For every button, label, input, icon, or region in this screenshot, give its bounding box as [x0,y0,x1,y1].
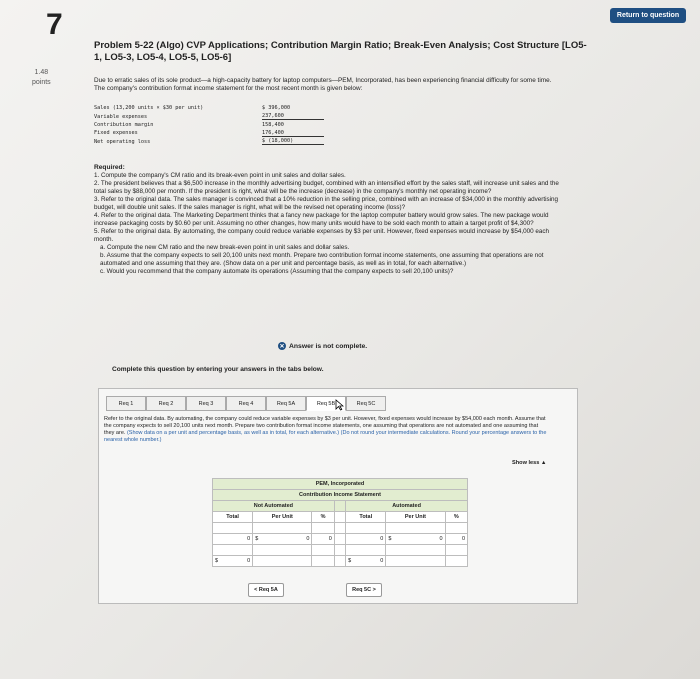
table-spacer [334,512,345,523]
value-cell[interactable] [213,556,253,567]
value-cell[interactable]: 0 [312,534,334,545]
panel-text: Refer to the original data. By automating, the company could reduce variable expenses by $3 per unit. However, fixed expenses would increase by $54,000 each month. Assume that the company expects to sell 20,100 units next month. Prepare two contribution format income statements, one assuming that operations are not automated and one assuming that they are. [104,416,546,436]
input-cell[interactable] [213,523,253,534]
required-item: 2. The president believes that a $6,500 increase in the monthly advertising budget, combined with an intensified effort by the sales staff, will increase unit sales and the total sales by $88,000 per month. If the president is right, what will be the increase (decrease) in the company's monthly net operating income? [94,180,559,195]
required-item: 4. Refer to the original data. The Marketing Department thinks that a fancy new package for the laptop computer battery would grow sales. The new package would increase packaging costs by $0.60 per unit. Assuming no other changes, how many units would have to be sold each month to attain a target profit of $4,300? [94,212,549,227]
input-cell[interactable] [346,523,386,534]
table-spacer [334,523,345,534]
income-value: $ 396,000 [262,105,291,112]
income-value: 237,600 [262,113,324,120]
dollar-sign: $ [388,536,392,542]
answer-status-text: Answer is not complete. [289,342,368,350]
panel-text-emphasis: (Show data on a per unit and percentage basis, as well as in total, for each alternative.) [126,430,340,436]
tab-req-1[interactable]: Req 1 [106,396,146,411]
income-label: Sales (13,200 units × $30 per unit) [94,105,204,112]
tab-req-4[interactable]: Req 4 [226,396,266,411]
input-cell[interactable] [386,545,445,556]
value-cell[interactable]: 0 [213,534,253,545]
input-cell[interactable] [445,556,467,567]
input-cell[interactable] [445,523,467,534]
complete-instruction: Complete this question by entering your answers in the tabs below. [112,366,324,373]
input-cell[interactable] [386,523,445,534]
cell-value: 0 [247,558,251,564]
panel-instructions [104,416,548,444]
income-value: 176,400 [262,130,324,137]
input-cell[interactable] [346,545,386,556]
input-cell[interactable] [312,523,334,534]
tab-req-5a[interactable]: Req 5A [266,396,306,411]
question-number: 7 [46,8,63,41]
income-row [94,138,324,146]
input-cell[interactable] [312,556,334,567]
answer-status-banner [278,342,367,350]
table-spacer [334,556,345,567]
table-spacer [334,534,345,545]
required-heading: Required: [94,164,125,171]
group-automated: Automated [346,501,468,512]
income-row [94,129,324,137]
cell-value: 0 [380,558,384,564]
table-spacer [334,545,345,556]
table-statement-title: Contribution Income Statement [213,490,468,501]
cell-value: 0 [439,536,443,542]
dollar-sign: $ [348,558,352,564]
dollar-sign: $ [215,558,219,564]
cell-value: 0 [306,536,310,542]
income-row [94,112,324,120]
income-value: 158,400 [262,121,284,128]
required-item: 5. Refer to the original data. By automating, the company could reduce variable expenses by $3 per unit. However, fixed expenses would increase by $54,000 each month. [94,228,550,243]
table-company-name: PEM, Incorporated [213,479,468,490]
requirement-tabs [106,396,386,411]
income-label: Fixed expenses [94,130,138,137]
income-row [94,104,324,112]
tab-req-2[interactable]: Req 2 [146,396,186,411]
tab-label: Req 5B [316,400,336,407]
value-cell[interactable] [346,556,386,567]
value-cell[interactable]: 0 [445,534,467,545]
col-per-unit: Per Unit [253,512,312,523]
tab-req-3[interactable]: Req 3 [186,396,226,411]
income-row [94,121,324,129]
tab-req-5c[interactable]: Req 5C [346,396,386,411]
value-cell[interactable]: 0 [346,534,386,545]
input-cell[interactable] [253,523,312,534]
dollar-sign: $ [255,536,259,542]
input-cell[interactable] [445,545,467,556]
value-cell[interactable] [253,534,312,545]
points-value: 1.48 [34,69,49,76]
col-percent: % [445,512,467,523]
col-per-unit: Per Unit [386,512,445,523]
table-spacer [334,501,345,512]
income-statement [94,104,324,146]
contribution-income-table [212,478,468,567]
col-total: Total [213,512,253,523]
input-cell[interactable] [253,545,312,556]
income-label: Contribution margin [94,121,154,128]
input-cell[interactable] [213,545,253,556]
points-label: points [32,79,51,86]
next-req-button[interactable]: Req 5C > [346,583,382,597]
problem-title: Problem 5-22 (Algo) CVP Applications; Contribution Margin Ratio; Break-Even Analysis; Cost Structure [LO5-1, LO5-3, LO5-4, LO5-5, LO5-6] [94,40,587,63]
income-label: Variable expenses [94,113,148,120]
required-item: 3. Refer to the original data. The sales manager is convinced that a 10% reduction in the selling price, combined with an increase of $34,000 in the monthly advertising budget, will double unit sales. If the sales manager is right, what will be the revised net operating income (loss)? [94,196,559,211]
error-x-icon: ✕ [279,343,285,350]
input-cell[interactable] [253,556,312,567]
required-item: b. Assume that the company expects to sell 20,100 units next month. Prepare two contribution format income statements, one assuming that operations are not automated and one assuming that they are. (Show data on a per unit and percentage basis, as well as in total, for each alternative.) [100,252,544,267]
panel-text-rounding: (Do not round your intermediate calculations. Round your percentage answers to the nearest whole number.) [104,430,547,443]
income-label: Net operating loss [94,138,151,145]
col-percent: % [312,512,334,523]
problem-intro: Due to erratic sales of its sole product—a high-capacity battery for laptop computers—PEM, Incorporated, has been experiencing financial difficulty for some time. The company's contribution format income statement for the most recent month is given below: [94,77,552,93]
prev-req-button[interactable]: < Req 5A [248,583,284,597]
required-item: c. Would you recommend that the company automate its operations (Assuming that the company expects to sell 20,100 units)? [100,268,454,275]
col-total: Total [346,512,386,523]
required-item: a. Compute the new CM ratio and the new break-even point in unit sales and dollar sales. [100,244,350,251]
input-cell[interactable] [312,545,334,556]
tab-req-5b[interactable] [306,396,346,411]
show-less-toggle[interactable]: Show less ▲ [512,460,547,466]
value-cell[interactable] [386,534,445,545]
income-value: $ (18,000) [262,138,324,145]
required-section [94,164,564,276]
input-cell[interactable] [386,556,445,567]
group-not-automated: Not Automated [213,501,335,512]
required-item: 1. Compute the company's CM ratio and its break-even point in unit sales and dollar sales. [94,172,346,179]
return-to-question-button[interactable]: Return to question [610,8,686,23]
mouse-cursor-icon [335,399,344,411]
points-block [32,68,51,88]
